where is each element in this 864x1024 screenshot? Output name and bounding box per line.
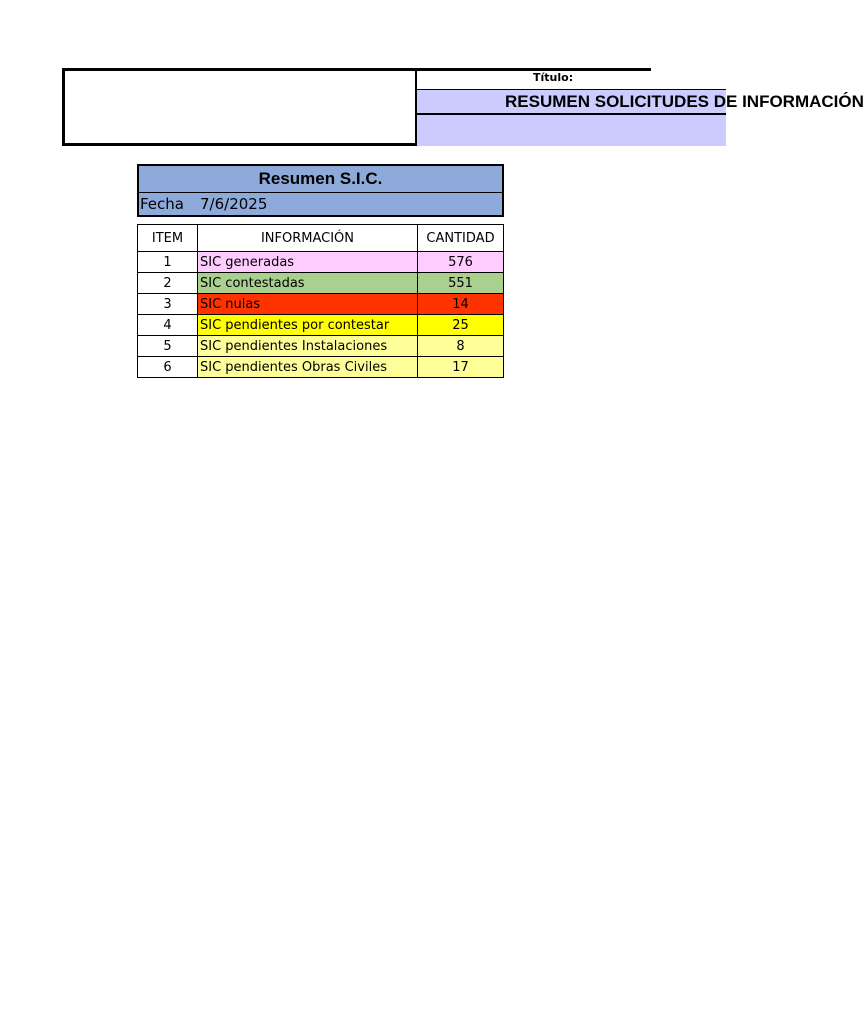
band-cover bbox=[651, 68, 726, 89]
summary-header bbox=[137, 164, 504, 217]
row-info: SIC pendientes Obras Civiles bbox=[198, 357, 418, 378]
row-info: SIC generadas bbox=[198, 252, 418, 273]
row-info: SIC pendientes por contestar bbox=[198, 315, 418, 336]
row-item: 4 bbox=[138, 315, 198, 336]
title-label: Título: bbox=[533, 71, 574, 84]
row-qty: 576 bbox=[418, 252, 504, 273]
table-row bbox=[138, 336, 504, 357]
table-row bbox=[138, 252, 504, 273]
date-row bbox=[139, 193, 502, 215]
row-qty: 8 bbox=[418, 336, 504, 357]
row-info: SIC pendientes Instalaciones bbox=[198, 336, 418, 357]
sic-summary-table bbox=[137, 224, 504, 378]
logo-area bbox=[65, 71, 417, 143]
row-qty: 14 bbox=[418, 294, 504, 315]
table-row bbox=[138, 315, 504, 336]
row-item: 6 bbox=[138, 357, 198, 378]
column-header-info: INFORMACIÓN bbox=[198, 225, 418, 252]
row-qty: 17 bbox=[418, 357, 504, 378]
table-header-row bbox=[138, 225, 504, 252]
row-item: 5 bbox=[138, 336, 198, 357]
table-row bbox=[138, 273, 504, 294]
summary-title: Resumen S.I.C. bbox=[139, 166, 502, 193]
row-qty: 551 bbox=[418, 273, 504, 294]
document-subtitle-band bbox=[417, 115, 726, 146]
row-item: 2 bbox=[138, 273, 198, 294]
column-header-item: ITEM bbox=[138, 225, 198, 252]
row-info: SIC contestadas bbox=[198, 273, 418, 294]
table-row bbox=[138, 357, 504, 378]
table-row bbox=[138, 294, 504, 315]
date-label: Fecha bbox=[140, 195, 184, 213]
date-value: 7/6/2025 bbox=[200, 195, 268, 213]
document-title: RESUMEN SOLICITUDES DE INFORMACIÓN bbox=[505, 92, 864, 111]
row-info: SIC nulas bbox=[198, 294, 418, 315]
column-header-qty: CANTIDAD bbox=[418, 225, 504, 252]
document-title-band bbox=[417, 89, 864, 115]
row-qty: 25 bbox=[418, 315, 504, 336]
row-item: 1 bbox=[138, 252, 198, 273]
document-title-clip bbox=[417, 90, 864, 113]
row-item: 3 bbox=[138, 294, 198, 315]
